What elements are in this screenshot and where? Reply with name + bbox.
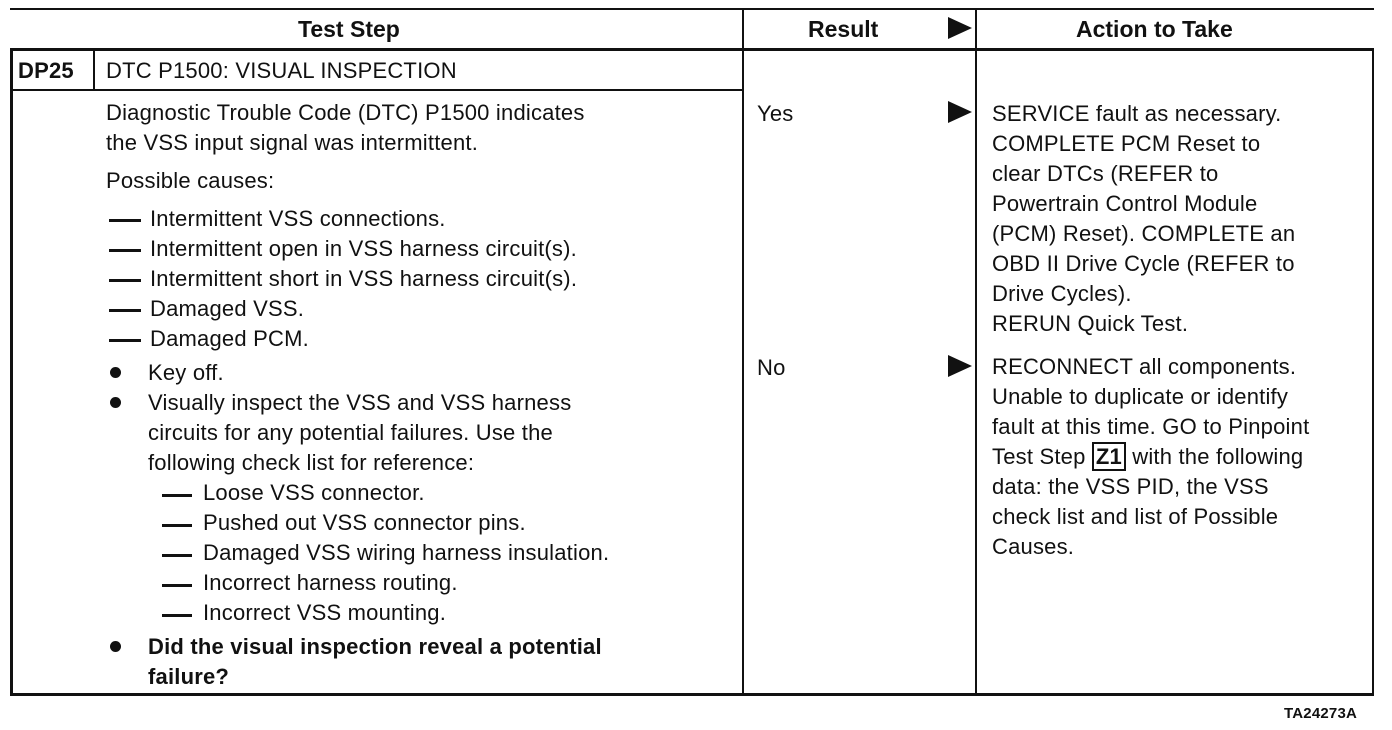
cause-dash [109, 339, 141, 342]
result-yes-arrow-icon [948, 101, 972, 123]
action-no-line: fault at this time. GO to Pinpoint [992, 414, 1310, 439]
action-no-line: Unable to duplicate or identify [992, 384, 1289, 409]
table-left-border [10, 48, 13, 695]
step-bullet-inspect-line: circuits for any potential failures. Use the [148, 420, 553, 445]
checklist-dash [162, 584, 192, 587]
action-no-line: data: the VSS PID, the VSS [992, 474, 1269, 499]
checklist-item: Incorrect harness routing. [203, 570, 458, 595]
checklist-item: Loose VSS connector. [203, 480, 425, 505]
cause-item: Intermittent open in VSS harness circuit(s). [150, 236, 577, 261]
cause-dash [109, 249, 141, 252]
checklist-item: Pushed out VSS connector pins. [203, 510, 526, 535]
action-yes-line: OBD II Drive Cycle (REFER to [992, 251, 1295, 276]
checklist-dash [162, 524, 192, 527]
cause-item: Damaged PCM. [150, 326, 309, 351]
checklist-dash [162, 554, 192, 557]
action-no-line: RECONNECT all components. [992, 354, 1297, 379]
header-bottom-border [10, 48, 1374, 51]
table-right-border [1372, 48, 1374, 695]
action-yes-line: (PCM) Reset). COMPLETE an [992, 221, 1296, 246]
checklist-dash [162, 494, 192, 497]
cause-item: Damaged VSS. [150, 296, 305, 321]
step-id-divider [93, 48, 95, 90]
table-top-border [10, 8, 1374, 10]
action-yes-line: RERUN Quick Test. [992, 311, 1189, 336]
cause-item: Intermittent short in VSS harness circuit(s). [150, 266, 578, 291]
intro-line-2: the VSS input signal was intermittent. [106, 130, 479, 155]
action-yes-line: clear DTCs (REFER to [992, 161, 1219, 186]
action-no-line-ref [992, 442, 1303, 472]
table-bottom-border [10, 693, 1374, 696]
causes-label: Possible causes: [106, 168, 275, 193]
cause-dash [109, 279, 141, 282]
header-action: Action to Take [1076, 16, 1233, 42]
action-no-ref-pre: Test Step [992, 444, 1086, 469]
col-divider-1 [742, 8, 744, 695]
header-arrow-icon [948, 17, 972, 39]
cause-item: Intermittent VSS connections. [150, 206, 446, 231]
col-divider-2 [975, 8, 977, 695]
cause-dash [109, 309, 141, 312]
action-yes-line: Powertrain Control Module [992, 191, 1258, 216]
pinpoint-test-ref: Z1 [1092, 442, 1126, 471]
step-bullet-inspect-line: Visually inspect the VSS and VSS harness [148, 390, 572, 415]
action-yes-line: SERVICE fault as necessary. [992, 101, 1282, 126]
action-no-line: check list and list of Possible [992, 504, 1279, 529]
question-line: Did the visual inspection reveal a potential [148, 634, 602, 659]
bullet-icon [110, 397, 121, 408]
checklist-item: Incorrect VSS mounting. [203, 600, 447, 625]
bullet-icon [110, 367, 121, 378]
step-bullet-inspect-line: following check list for reference: [148, 450, 475, 475]
result-yes: Yes [757, 101, 794, 126]
question-line: failure? [148, 664, 230, 689]
header-result: Result [808, 16, 879, 42]
checklist-dash [162, 614, 192, 617]
action-no-line: Causes. [992, 534, 1075, 559]
cause-dash [109, 219, 141, 222]
intro-line-1: Diagnostic Trouble Code (DTC) P1500 indicates [106, 100, 585, 125]
result-no: No [757, 355, 786, 380]
step-title: DTC P1500: VISUAL INSPECTION [106, 58, 457, 83]
checklist-item: Damaged VSS wiring harness insulation. [203, 540, 610, 565]
bullet-icon [110, 641, 121, 652]
step-bullet-key-off: Key off. [148, 360, 224, 385]
action-no-ref-post: with the following [1132, 444, 1304, 469]
action-yes-line: Drive Cycles). [992, 281, 1132, 306]
header-test-step: Test Step [298, 16, 400, 42]
step-id: DP25 [18, 58, 74, 83]
step-title-bottom-border [10, 89, 744, 91]
figure-id: TA24273A [1284, 705, 1358, 722]
action-yes-line: COMPLETE PCM Reset to [992, 131, 1261, 156]
result-no-arrow-icon [948, 355, 972, 377]
